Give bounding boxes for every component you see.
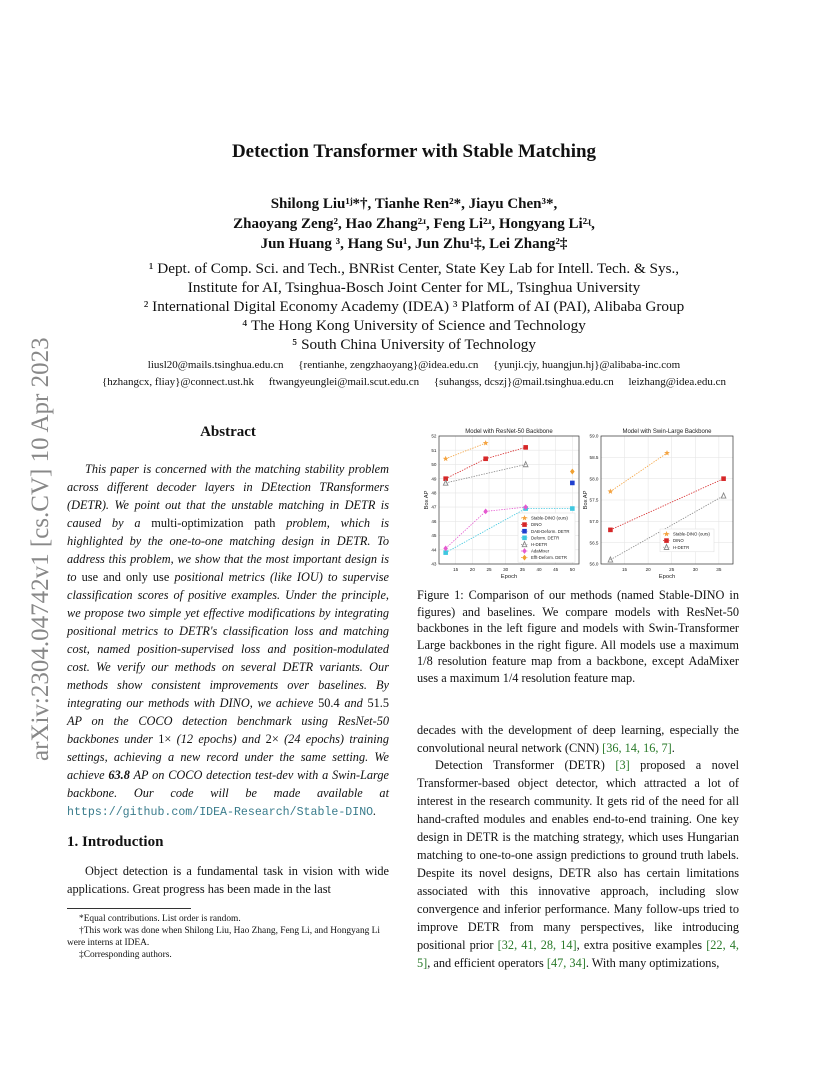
citation-link[interactable]: [32, 41, 28, 14] xyxy=(497,938,577,952)
y-tick-label: 46 xyxy=(431,518,437,524)
footnote: *Equal contributions. List order is random. xyxy=(79,914,241,924)
body-text: proposed a novel Transformer-based object detector, which attracted a lot of interest in the research community. It gets rid of the need for all hand-crafted modules and enables end-to-end training. One key design in DETR is the matching strategy, which uses Hungarian matching to one-to-one assign predictions to ground truth labels. Despite its novel designs, DETR also has certain limitations associated with this innovative approach, including slow convergence and inferior performance. Many follow-ups tried to improve DETR from many perspectives, like introducing positional prior xyxy=(417,758,739,952)
body-text: . With many optimizations, xyxy=(585,956,720,970)
figure-1-charts xyxy=(413,423,743,588)
data-point xyxy=(570,481,575,486)
email: ftwangyeunglei@mail.scut.edu.cn xyxy=(268,376,420,388)
y-tick-label: 50 xyxy=(431,462,437,468)
x-tick-label: 50 xyxy=(569,567,575,572)
data-point xyxy=(608,528,613,533)
citation-link[interactable]: [36, 14, 16, 7] xyxy=(602,741,672,755)
figure-caption: Figure 1: Comparison of our methods (named Stable-DINO in figures) and baselines. We compare models with ResNet-50 backbones in the left figure and models with Swin-Transformer Large backbones in the right figure. All models use a maximum 1/8 resolution feature map from a backbone, except AdaMixer uses a maximum 1/4 resolution feature map. xyxy=(417,588,739,685)
data-point xyxy=(570,469,575,475)
y-tick-label: 57.5 xyxy=(589,497,599,503)
series-line xyxy=(610,453,667,491)
legend-label: H-DETR xyxy=(673,544,690,550)
email: leizhang@idea.edu.cn xyxy=(628,376,726,388)
author-line: Jun Huang ³, Hang Su¹, Jun Zhu¹‡, Lei Zhang²‡ xyxy=(260,236,568,252)
body-text: decades with the development of deep learning, especially the convolutional neural network (CNN) xyxy=(417,723,739,755)
affiliation-line: ² International Digital Economy Academy (IDEA) ³ Platform of AI (PAI), Alibaba Group xyxy=(143,298,685,315)
footnote: †This work was done when Shilong Liu, Hao Zhang, Feng Li, and Hongyang Li were interns at IDEA. xyxy=(67,926,380,948)
y-tick-label: 59.0 xyxy=(589,433,599,439)
x-tick-label: 20 xyxy=(469,567,475,572)
body-text: , extra positive examples xyxy=(576,938,707,952)
email-row xyxy=(50,374,778,391)
author-line: Zhaoyang Zeng², Hao Zhang²ʴ, Feng Li²ʴ, Hongyang Li²ʵ, xyxy=(233,216,595,232)
legend-label: AdaMixer xyxy=(531,548,550,554)
data-point xyxy=(483,508,488,514)
x-tick-label: 45 xyxy=(553,567,559,572)
legend-label: DINO xyxy=(531,522,542,528)
legend-marker xyxy=(522,536,527,541)
legend-marker xyxy=(522,522,527,527)
body-paragraph xyxy=(417,756,739,972)
footnote-rule xyxy=(67,908,191,909)
email: {yunji.cjy, huangjun.hj}@alibaba-inc.com xyxy=(493,359,681,371)
citation-link[interactable]: [22, 4, 5] xyxy=(417,938,740,970)
legend-label: Stable-DINO (ours) xyxy=(673,531,710,537)
abstract-text: use and only use xyxy=(81,570,170,584)
abstract-number: 51.5 xyxy=(367,696,390,710)
data-point xyxy=(721,493,726,498)
x-tick-label: 40 xyxy=(536,567,542,572)
y-tick-label: 56.0 xyxy=(589,561,599,567)
body-text: , and efficient operators xyxy=(427,956,547,970)
legend-label: H-DETR xyxy=(531,542,548,547)
body-text: Detection Transformer (DETR) xyxy=(435,758,616,772)
email: {rentianhe, zengzhaoyang}@idea.edu.cn xyxy=(298,359,479,371)
affiliation-line: ¹ Dept. of Comp. Sci. and Tech., BNRist Center, State Key Lab for Intell. Tech. & Sys., xyxy=(148,260,680,277)
abstract-text: (24 epochs) training settings, achieving a new record under the same setting. We achieve xyxy=(67,732,389,782)
y-tick-label: 51 xyxy=(431,447,437,453)
y-tick-label: 52 xyxy=(431,433,437,439)
citation-link[interactable]: [47, 34] xyxy=(546,956,586,970)
x-tick-label: 30 xyxy=(503,567,509,572)
legend-marker xyxy=(522,529,527,534)
abstract-text: (12 epochs) and xyxy=(171,732,266,746)
footnotes xyxy=(67,913,389,961)
series-line xyxy=(610,479,723,530)
legend-label: Efft-Deform. DETR xyxy=(531,555,567,561)
y-tick-label: 43 xyxy=(431,561,437,567)
abstract-text: problem, which is highlighted by the one-to-one matching design in DETR. To address this problem, we show that the most important design is to xyxy=(67,516,390,584)
y-tick-label: 47 xyxy=(431,504,437,510)
arxiv-identifier: arXiv:2304.04742v1 [cs.CV] 10 Apr 2023 xyxy=(27,337,54,761)
data-point xyxy=(483,440,489,445)
data-point xyxy=(523,445,528,450)
affiliation-line: Institute for AI, Tsinghua-Bosch Joint Center for ML, Tsinghua University xyxy=(187,279,641,296)
y-axis-label: Box AP xyxy=(583,490,589,510)
affiliation-line: ⁵ South China University of Technology xyxy=(292,336,536,353)
x-tick-label: 35 xyxy=(519,567,525,572)
legend-label: DINO xyxy=(673,538,684,544)
x-tick-label: 25 xyxy=(486,567,492,572)
data-point xyxy=(443,456,449,461)
abstract-body xyxy=(67,460,389,822)
y-tick-label: 48 xyxy=(431,490,437,496)
y-tick-label: 49 xyxy=(431,476,437,482)
body-paragraph xyxy=(417,721,739,757)
abstract-heading: Abstract xyxy=(200,424,256,440)
paper-title: Detection Transformer with Stable Matching xyxy=(231,141,597,162)
chart-title: Model with Swin-Large Backbone xyxy=(622,429,712,435)
series-line xyxy=(446,443,486,459)
author-line: Shilong Liu¹ʲ*†, Tianhe Ren²*, Jiayu Chen³*, xyxy=(270,196,558,212)
series-line xyxy=(446,447,526,478)
y-tick-label: 44 xyxy=(431,547,437,553)
section-heading-introduction: 1. Introduction xyxy=(67,834,164,850)
code-link[interactable]: https://github.com/IDEA-Research/Stable-DINO xyxy=(67,806,374,819)
x-tick-label: 30 xyxy=(692,567,698,572)
x-tick-label: 35 xyxy=(716,567,722,572)
figure-1 xyxy=(413,423,743,588)
abstract-number: 50.4 xyxy=(318,696,340,710)
y-tick-label: 45 xyxy=(431,533,437,539)
x-tick-label: 25 xyxy=(669,567,675,572)
email: liusl20@mails.tsinghua.edu.cn xyxy=(147,359,284,371)
legend-label: Deform. DETR xyxy=(531,535,560,541)
y-tick-label: 58.5 xyxy=(589,454,599,460)
y-tick-label: 56.5 xyxy=(589,540,599,546)
affiliation-line: ⁴ The Hong Kong University of Science and Technology xyxy=(242,317,586,334)
affiliations xyxy=(90,259,738,354)
data-point xyxy=(570,506,575,511)
x-axis-label: Epoch xyxy=(658,574,676,580)
email-block xyxy=(50,357,778,391)
x-axis-label: Epoch xyxy=(500,574,518,580)
intro-paragraph: Object detection is a fundamental task in vision with wide applications. Great progress has been made in the last xyxy=(67,864,389,896)
abstract-number: 2× xyxy=(265,732,279,746)
data-point xyxy=(483,456,488,461)
legend-label: Stable-DINO (ours) xyxy=(531,515,568,521)
abstract-number: 1× xyxy=(158,732,172,746)
citation-link[interactable]: [3] xyxy=(615,758,630,772)
abstract-text: and xyxy=(339,696,368,710)
legend-label: DAB-Deform. DETR xyxy=(531,528,570,534)
author-list xyxy=(150,194,678,254)
abstract-text: multi-optimization path xyxy=(151,516,276,530)
abstract-number: 63.8 xyxy=(108,768,130,782)
abstract-text: AP on the COCO detection benchmark using ResNet-50 backbones under xyxy=(67,714,389,746)
email: {suhangss, dcszj}@mail.tsinghua.edu.cn xyxy=(433,376,614,388)
abstract-text: . xyxy=(373,804,377,818)
chart-title: Model with ResNet-50 Backbone xyxy=(465,429,553,435)
series-line xyxy=(446,464,526,482)
x-tick-label: 15 xyxy=(622,567,628,572)
y-tick-label: 58.0 xyxy=(589,476,599,482)
data-point xyxy=(608,488,614,493)
email-row xyxy=(50,357,778,374)
abstract-text: positional metrics (like IOU) to supervise classification scores of positive examples. Under the principle, we propose two simple yet effective modifications by integrating positional metrics to DETR's classification loss and matching cost, named position-supervised loss and position-modulated cost. We verify our methods on several DETR variants. Our methods show consistent improvements over baselines. By integrating our methods with DINO, we achieve xyxy=(67,570,390,710)
legend-marker xyxy=(664,538,669,543)
y-tick-label: 57.0 xyxy=(589,518,599,524)
abstract-text: AP on COCO detection test-dev with a Swin-Large backbone. Our code will be made available at xyxy=(67,768,389,800)
footnote: ‡Corresponding authors. xyxy=(79,950,172,960)
x-tick-label: 15 xyxy=(453,567,459,572)
email: {hzhangcx, fliay}@connect.ust.hk xyxy=(102,376,255,388)
y-axis-label: Box AP xyxy=(424,490,430,510)
data-point xyxy=(721,476,726,481)
body-text: . xyxy=(671,741,675,755)
x-tick-label: 20 xyxy=(645,567,651,572)
abstract-text: This paper is concerned with the matching stability problem across different decoder layers in DEtection TRansformers (DETR). We point out that the unstable matching in DETR is caused by a xyxy=(67,462,389,530)
